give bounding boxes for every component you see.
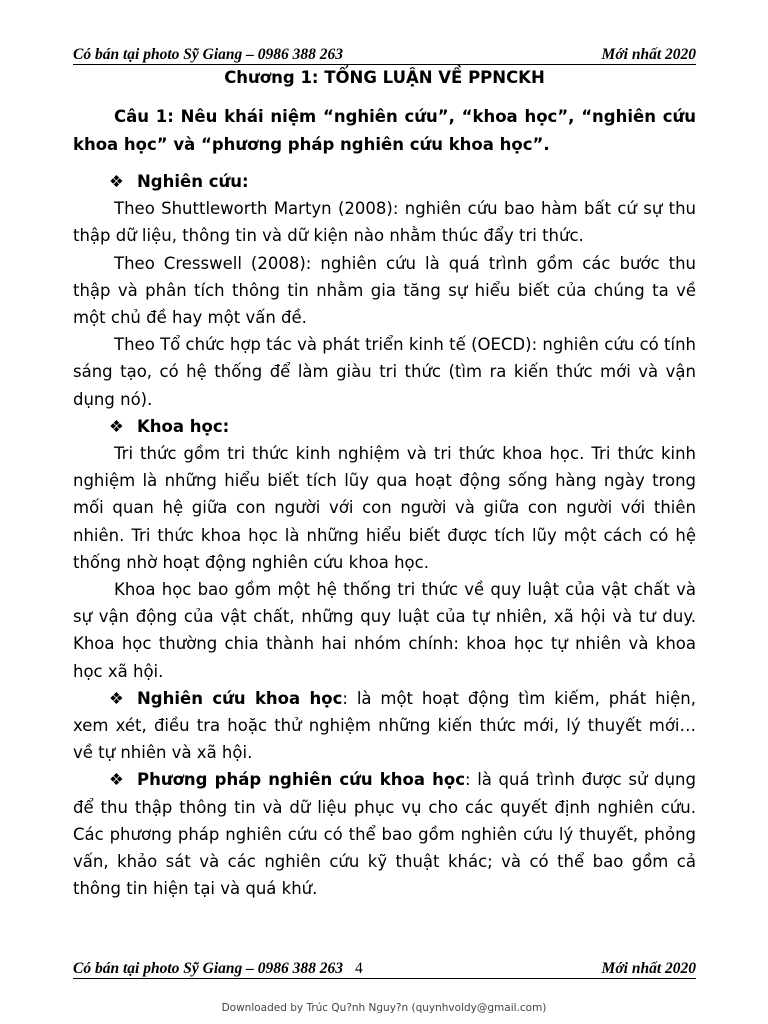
header-left-text: Có bán tại photo Sỹ Giang – 0986 388 263 — [73, 46, 343, 63]
bullet-diamond-icon: ❖ — [109, 688, 124, 708]
chapter-title: Chương 1: TỔNG LUẬN VỀ PPNCKH — [224, 68, 545, 87]
paragraph: Theo Shuttleworth Martyn (2008): nghiên cứu bao hàm bất cứ sự thu thập dữ liệu, thông tin và dữ kiện nào nhằm thúc đẩy tri thức. — [73, 199, 696, 246]
bullet-diamond-icon: ❖ — [109, 416, 124, 436]
definition-text: : là quá trình được sử dụng để thu thập thông tin và dữ liệu phục vụ cho các quyết định nghiên cứu. Các phương pháp nghiên cứu có thể bao gồm nghiên cứu lý thuyết, phỏng vấn, khảo sát và các nghiên cứu kỹ thuật khác; và có thể bao gồm cả thông tin hiện tại và quá khứ. — [73, 770, 696, 899]
paragraph: Khoa học bao gồm một hệ thống tri thức về quy luật của vật chất và sự vận động của vật chất, những quy luật của tự nhiên, xã hội và tư duy. Khoa học thường chia thành hai nhóm chính: khoa học tự nhiên và khoa học xã hội. — [73, 580, 696, 681]
term-text: Nghiên cứu khoa học — [137, 688, 343, 708]
footer-left-text: Có bán tại photo Sỹ Giang – 0986 388 263 — [73, 960, 343, 977]
definition-text: : là một hoạt động tìm kiếm, phát hiện, xem xét, điều tra hoặc thử nghiệm những kiến thức mới, lý thuyết mới… về tự nhiên và xã hội. — [73, 688, 696, 763]
question-heading: Câu 1: Nêu khái niệm “nghiên cứu”, “khoa học”, “nghiên cứu khoa học” và “phương pháp nghiên cứu khoa học”. — [73, 107, 696, 154]
footer-left — [73, 960, 363, 978]
definition-research-method — [73, 766, 696, 902]
download-note: Downloaded by Trúc Qu?nh Nguy?n (quynhvoldy@gmail.com) — [221, 1002, 547, 1014]
paragraph: Theo Cresswell (2008): nghiên cứu là quá trình gồm các bước thu thập và phân tích thông tin nhằm gia tăng sự hiểu biết của chúng ta về một chủ đề hay một vấn đề. — [73, 253, 696, 328]
header-right-text: Mới nhất 2020 — [601, 46, 696, 63]
page-header — [73, 44, 696, 65]
heading-text: Nghiên cứu: — [137, 172, 249, 191]
heading-text: Khoa học: — [137, 416, 230, 436]
paragraph: Theo Tổ chức hợp tác và phát triển kinh tế (OECD): nghiên cứu có tính sáng tạo, có hệ thống để làm giàu tri thức (tìm ra kiến thức mới và vận dụng nó). — [73, 335, 696, 409]
footer-right-text: Mới nhất 2020 — [601, 960, 696, 977]
page-footer — [73, 958, 696, 979]
bullet-diamond-icon: ❖ — [109, 770, 124, 790]
bullet-diamond-icon: ❖ — [109, 172, 124, 191]
definition-scientific-research — [73, 685, 696, 767]
term-text: Phương pháp nghiên cứu khoa học — [137, 770, 465, 790]
page-content — [73, 64, 696, 902]
paragraph: Tri thức gồm tri thức kinh nghiệm và tri thức khoa học. Tri thức kinh nghiệm là những hiểu biết tích lũy qua hoạt động sống hàng ngày trong mối quan hệ giữa con người với con người và giữa con người với thiên nhiên. Tri thức khoa học là những hiểu biết được tích lũy một cách có hệ thống nhờ hoạt động nghiên cứu khoa học. — [73, 444, 696, 572]
section-heading-science — [73, 413, 696, 440]
page-number: 4 — [355, 960, 363, 977]
section-heading-research — [73, 168, 696, 195]
